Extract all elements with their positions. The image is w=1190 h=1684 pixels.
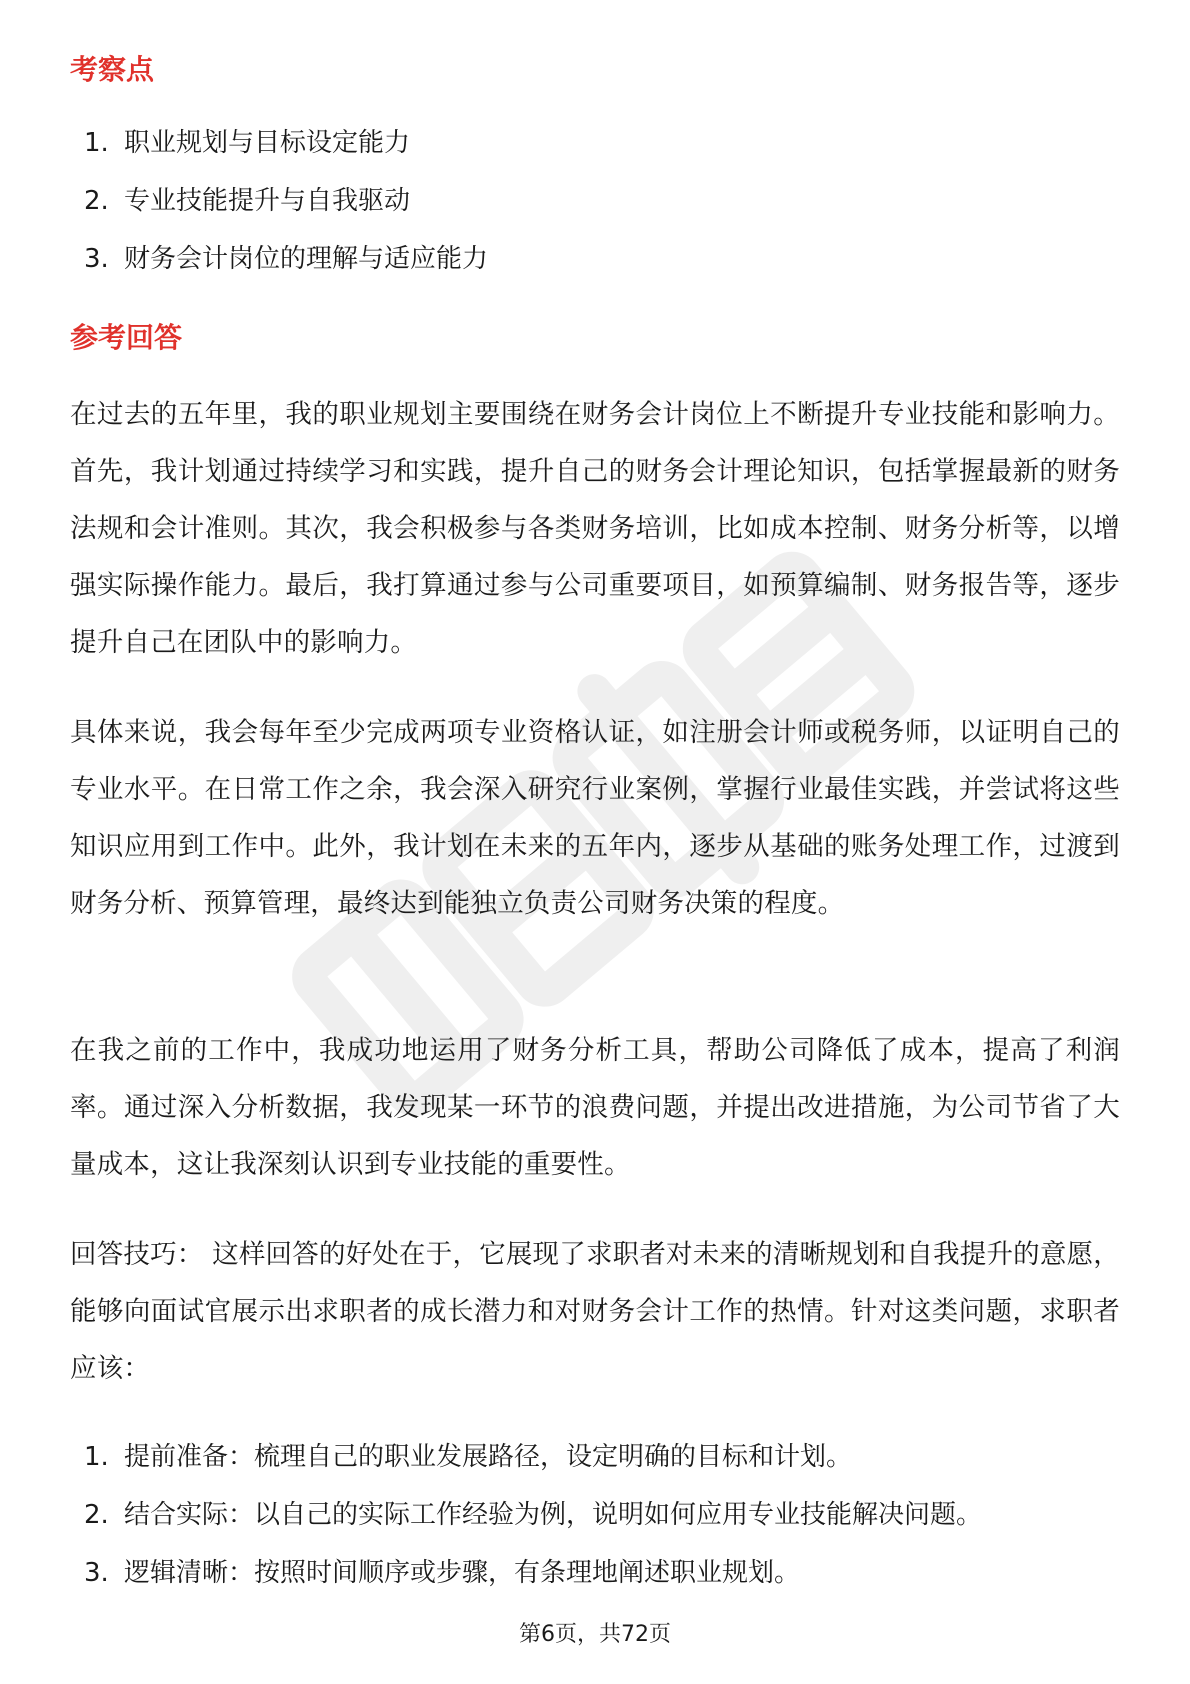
- list-item-text: 财务会计岗位的理解与适应能力: [124, 244, 489, 274]
- list-item-number: 3.: [84, 244, 109, 274]
- tips-paragraph: 回答技巧： 这样回答的好处在于，它展现了求职者对未来的清晰规划和自我提升的意愿，能够向面试官展示出求职者的成长潜力和对财务会计工作的热情。针对这类问题，求职者应该：: [70, 1239, 1120, 1384]
- list-item: [70, 122, 488, 180]
- list-item: [70, 238, 488, 296]
- list-item-text: 职业规划与目标设定能力: [124, 128, 411, 158]
- list-item: [70, 1436, 982, 1494]
- page-footer: 第6页，共72页: [519, 1622, 671, 1647]
- list-item-number: 2.: [84, 1500, 109, 1530]
- list-item: [70, 1552, 982, 1610]
- list-item-number: 2.: [84, 186, 109, 216]
- section-title-answer: 参考回答: [70, 321, 183, 354]
- section-title-points: 考察点: [70, 53, 155, 86]
- list-item-text: 专业技能提升与自我驱动: [124, 186, 411, 216]
- points-list: [70, 122, 488, 296]
- list-item-number: 3.: [84, 1558, 109, 1588]
- list-item-number: 1.: [84, 1442, 109, 1472]
- list-item: [70, 180, 488, 238]
- tips-list: [70, 1436, 982, 1610]
- list-item-text: 提前准备：梳理自己的职业发展路径，设定明确的目标和计划。: [124, 1442, 853, 1472]
- answer-paragraph: 在过去的五年里，我的职业规划主要围绕在财务会计岗位上不断提升专业技能和影响力。首先，我计划通过持续学习和实践，提升自己的财务会计理论知识，包括掌握最新的财务法规和会计准则。其次，我会积极参与各类财务培训，比如成本控制、财务分析等，以增强实际操作能力。最后，我打算通过参与公司重要项目，如预算编制、财务报告等，逐步提升自己在团队中的影响力。: [70, 399, 1120, 658]
- answer-paragraph: 在我之前的工作中，我成功地运用了财务分析工具，帮助公司降低了成本，提高了利润率。通过深入分析数据，我发现某一环节的浪费问题，并提出改进措施，为公司节省了大量成本，这让我深刻认识到专业技能的重要性。: [70, 1035, 1120, 1180]
- list-item: [70, 1494, 982, 1552]
- list-item-number: 1.: [84, 128, 109, 158]
- list-item-text: 逻辑清晰：按照时间顺序或步骤，有条理地阐述职业规划。: [124, 1558, 801, 1588]
- answer-paragraph: 具体来说，我会每年至少完成两项专业资格认证，如注册会计师或税务师，以证明自己的专业水平。在日常工作之余，我会深入研究行业案例，掌握行业最佳实践，并尝试将这些知识应用到工作中。此外，我计划在未来的五年内，逐步从基础的账务处理工作，过渡到财务分析、预算管理，最终达到能独立负责公司财务决策的程度。: [70, 717, 1120, 919]
- list-item-text: 结合实际：以自己的实际工作经验为例，说明如何应用专业技能解决问题。: [124, 1500, 983, 1530]
